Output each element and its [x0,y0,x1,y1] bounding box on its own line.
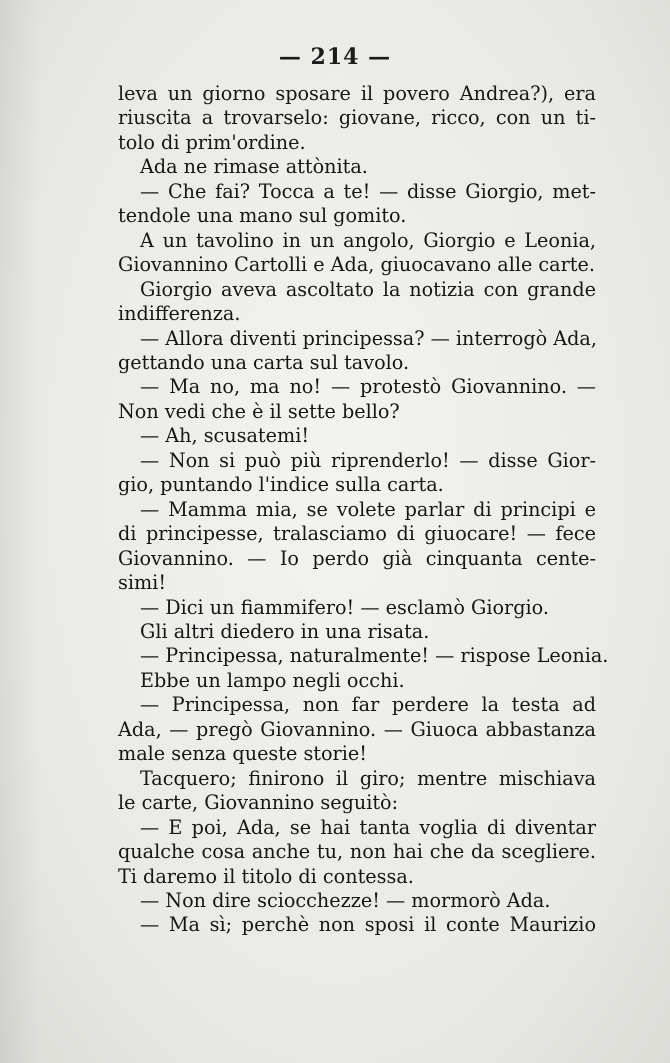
text-line: Ti daremo il titolo di contessa. [118,864,414,888]
text-line: — E poi, Ada, se hai tanta voglia di diventar [140,815,596,839]
page-number: — 214 — [278,44,392,70]
page-text-body [118,82,609,938]
text-line: Tacquero; finirono il giro; mentre mischiava [140,766,596,790]
text-line: qualche cosa anche tu, non hai che da scegliere. [118,840,596,864]
text-line: Non vedi che è il sette bello? [118,399,400,423]
text-line: Giovannino. — Io perdo già cinquanta cente- [118,546,596,570]
text-line: — Dici un fiammifero! — esclamò Giorgio. [140,595,549,619]
text-line: — Non si può più riprenderlo! — disse Gior- [140,448,596,472]
text-line: A un tavolino in un angolo, Giorgio e Leonia, [140,228,596,252]
text-line: gettando una carta sul tavolo. [118,350,410,374]
text-line: Ada ne rimase attònita. [140,155,368,179]
text-line: — Ma no, ma no! — protestò Giovannino. — [140,375,596,399]
text-line: — Ah, scusatemi! [140,424,310,448]
text-line: — Principessa, non far perdere la testa ad [140,693,596,717]
text-line: — Che fai? Tocca a te! — disse Giorgio, met- [140,179,596,203]
text-line: Giorgio aveva ascoltato la notizia con grande [140,277,596,301]
text-line: — Ma sì; perchè non sposi il conte Maurizio [140,913,596,937]
text-line: leva un giorno sposare il povero Andrea?), era [118,82,596,105]
text-line: male senza queste storie! [118,742,367,766]
text-line: riuscita a trovarselo: giovane, ricco, con un ti- [118,106,596,130]
text-line: — Allora diventi principessa? — interrogò Ada, [140,326,597,350]
text-line: Ada, — pregò Giovannino. — Giuoca abbastanza [118,717,596,741]
text-line: — Mamma mia, se volete parlar di principi e [140,497,596,521]
text-line: le carte, Giovannino seguitò: [118,791,399,815]
text-line: indifferenza. [118,302,241,326]
text-line: tendole una mano sul gomito. [118,204,407,228]
text-line: Giovannino Cartolli e Ada, giuocavano alle carte. [118,253,595,277]
text-line: gio, puntando l'indice sulla carta. [118,473,444,497]
text-line: di principesse, tralasciamo di giuocare! — fece [118,522,596,546]
text-line: — Principessa, naturalmente! — rispose Leonia. [140,644,609,668]
text-line: Gli altri diedero in una risata. [140,619,430,643]
text-line: — Non dire sciocchezze! — mormorò Ada. [140,888,551,912]
text-line: Ebbe un lampo negli occhi. [140,668,405,692]
text-line: tolo di prim'ordine. [118,130,306,154]
page-edge-shadow [0,0,40,1063]
text-line: simi! [118,571,167,595]
